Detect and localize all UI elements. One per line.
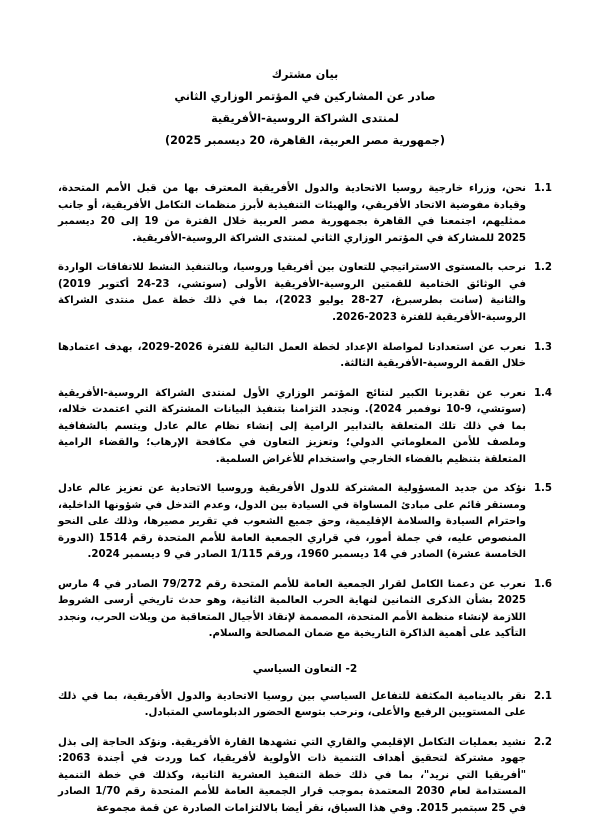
paragraph-number: 1.4 [533, 387, 552, 399]
title-line-3: لمنتدى الشراكة الروسية-الأفريقية [211, 111, 399, 125]
paragraph-number: 1.6 [533, 578, 552, 590]
paragraph-number: 1.5 [533, 483, 552, 495]
paragraph-1-2 [58, 260, 552, 326]
paragraph-number: 1.2 [533, 262, 552, 274]
paragraph-text: نرحب بالمستوى الاستراتيجي للتعاون بين أفريقيا وروسيا، وبالتنفيذ النشط للاتفاقات الواردة في الوثائق الختامية للقمتين الروسية-الأفريقية الأولى (سوتشي، 23-24 أكتوبر 2019) والثانية (سانت بطرسبرغ، 27-28 يوليو 2023)، بما في ذلك خطة عمل منتدى الشراكة الروسية-الأفريقية للفترة 2023-2026. [58, 262, 526, 323]
paragraph-1-3 [58, 340, 552, 373]
paragraph-text: نؤكد من جديد المسؤولية المشتركة للدول الأفريقية وروسيا الاتحادية عن تعزيز عالم عادل ومستقر قائم على مبادئ المساواة في السيادة بين الدول، وعدم التدخل في شؤونها الداخلية، واحترام السيادة والسلامة الإقليمية، وحق جميع الشعوب في تقرير مصيرها، وذلك على النحو المنصوص عليه، في جملة أمور، في قراري الجمعية العامة للأمم المتحدة رقم 1514 (الدورة الخامسة عشرة) الصادر في 14 ديسمبر 1960، ورقم 1/115 الصادر في 9 ديسمبر 2024. [58, 483, 526, 561]
paragraph-text: نحن، وزراء خارجية روسيا الاتحادية والدول الأفريقية المعترف بها من قبل الأمم المتحدة، وقيادة مفوضية الاتحاد الأفريقي، والهيئات التنفيذية لأبرز منظمات التكامل الأفريقية، أو جانب ممثليهم، اجتمعنا في القاهرة بجمهورية مصر العربية خلال الفترة من 19 إلى 20 ديسمبر 2025 للمشاركة في المؤتمر الوزاري الثاني لمنتدى الشراكة الروسية-الأفريقية. [58, 183, 527, 244]
paragraph-2-1 [58, 689, 552, 722]
document-body [58, 181, 552, 817]
paragraph-text: نشيد بعمليات التكامل الإقليمي والقاري التي تشهدها القارة الأفريقية. ونؤكد الحاجة إلى بذل جهود مشتركة لتحقيق أهداف التنمية ذات الأولوية لأفريقيا، كما وردت في أجندة 2063: "أفريقيا التي نريد"، بما في ذلك خطة التنفيذ العشرية الثانية، وكذلك في خطة التنمية المستدامة لعام 2030 المعتمدة بموجب قرار الجمعية العامة للأمم المتحدة رقم 1/70 الصادر في 25 سبتمبر 2015. وفي هذا السياق، نقر أيضا بالالتزامات الصادرة عن قمة مجموعة [58, 736, 527, 814]
title-line-4: (جمهورية مصر العربية، القاهرة، 20 ديسمبر 2025) [165, 133, 445, 147]
paragraph-1-5 [58, 481, 552, 564]
paragraph-1-4 [58, 386, 552, 469]
paragraph-number: 1.1 [533, 183, 552, 195]
paragraph-2-2 [58, 735, 552, 817]
paragraph-number: 2.1 [533, 690, 552, 702]
title-line-1: بيان مشترك [271, 68, 339, 81]
paragraph-text: نعرب عن تقديرنا الكبير لنتائج المؤتمر الوزاري الأول لمنتدى الشراكة الروسية-الأفريقية (سوتشي، 9-10 نوفمبر 2024). ونجدد التزامنا بتنفيذ البيانات المشتركة التي اعتمدت خلاله، بما في ذلك تلك المتعلقة بالتدابير الرامية إلى إنشاء نظام عالم عادل ويتسم بالشفافية وملصف للأمن المعلوماتي الدولي؛ وتعزيز التعاون في مكافحة الإرهاب؛ والقضاء الرامية المتعلقة بتنظيم بالفضاء الخارجي واستخدام للأغراض السلمية. [58, 387, 526, 465]
paragraph-text: نعرب عن استعدادنا لمواصلة الإعداد لخطة العمل التالية للفترة 2026-2029، بهدف اعتمادها خلال القمة الروسية-الأفريقية الثالثة. [58, 341, 526, 370]
paragraph-text: نعرب عن دعمنا الكامل لقرار الجمعية العامة للأمم المتحدة رقم 79/272 الصادر في 4 مارس 2025 بشأن الذكرى الثمانين لنهاية الحرب العالمية الثانية، وهو حدث تاريخي أرسى الشروط اللازمة لإنشاء منظمة الأمم المتحدة، المصممة لإنقاذ الأجيال المتعاقبة من ويلات الحرب، ونجدد التأكيد على أهمية الذاكرة التاريخية مع ضمان المصالحة والسلام. [58, 578, 526, 640]
paragraph-text: نقر بالدينامية المكثفة للتفاعل السياسي بين روسيا الاتحادية والدول الأفريقية، بما في ذلك على المستويين الرفيع والأعلى، ونرحب بتوسع الحضور الدبلوماسي المتبادل. [58, 690, 526, 719]
document-title-block [58, 64, 552, 151]
section-heading-political-cooperation: 2- التعاون السياسي [252, 662, 358, 675]
paragraph-1-6 [58, 577, 552, 643]
paragraph-1-1 [58, 181, 552, 247]
paragraph-number: 1.3 [533, 341, 552, 353]
title-line-2: صادر عن المشاركين في المؤتمر الوزاري الثاني [174, 89, 436, 103]
paragraph-number: 2.2 [533, 736, 552, 748]
